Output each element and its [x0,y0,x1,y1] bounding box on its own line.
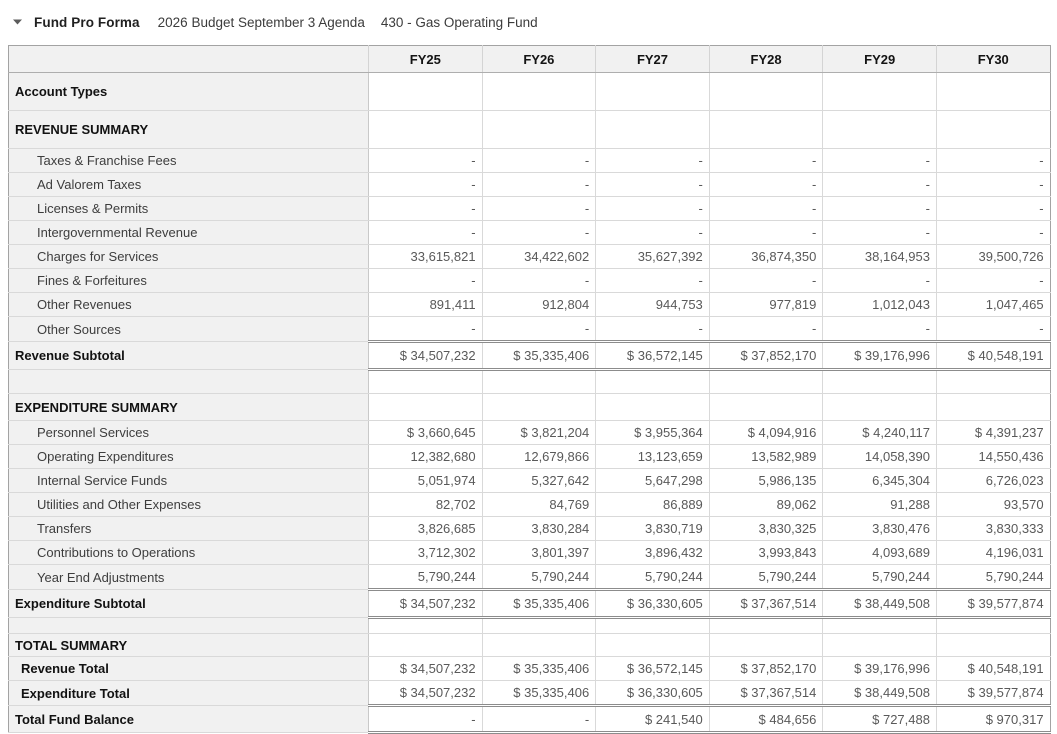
row-label: Fines & Forfeitures [9,269,369,293]
table-row [9,317,1051,342]
column-header-fy27: FY27 [596,46,710,73]
corner-cell [9,46,369,73]
value-cell: - [369,149,483,173]
value-cell: - [369,706,483,733]
value-cell: 82,702 [369,493,483,517]
value-cell [709,394,823,421]
value-cell [369,618,483,634]
row-label [9,370,369,394]
table-row [9,197,1051,221]
column-header-fy26: FY26 [482,46,596,73]
table-row [9,293,1051,317]
value-cell: $ 4,094,916 [709,421,823,445]
value-cell: $ 39,577,874 [936,681,1050,706]
table-row [9,493,1051,517]
value-cell: $ 727,488 [823,706,937,733]
value-cell: $ 37,367,514 [709,681,823,706]
table-row [9,469,1051,493]
value-cell: - [936,269,1050,293]
report-title-bar [0,0,1057,34]
value-cell: 3,896,432 [596,541,710,565]
value-cell: 5,790,244 [369,565,483,590]
value-cell [596,111,710,149]
value-cell: - [482,197,596,221]
value-cell: $ 34,507,232 [369,657,483,681]
value-cell: - [369,173,483,197]
value-cell: $ 39,176,996 [823,657,937,681]
value-cell [369,370,483,394]
value-cell [823,370,937,394]
row-label: Year End Adjustments [9,565,369,590]
value-cell [596,634,710,657]
value-cell: $ 40,548,191 [936,342,1050,370]
value-cell: 38,164,953 [823,245,937,269]
row-label: Contributions to Operations [9,541,369,565]
table-row [9,706,1051,733]
table-row [9,269,1051,293]
row-label: REVENUE SUMMARY [9,111,369,149]
value-cell: 3,830,325 [709,517,823,541]
row-label: Revenue Total [9,657,369,681]
column-header-row [9,46,1051,73]
value-cell: - [369,221,483,245]
value-cell: 3,830,333 [936,517,1050,541]
value-cell: $ 38,449,508 [823,590,937,618]
value-cell: - [709,149,823,173]
value-cell: 5,051,974 [369,469,483,493]
value-cell [596,73,710,111]
column-header-fy29: FY29 [823,46,937,73]
value-cell [596,618,710,634]
value-cell: $ 36,572,145 [596,657,710,681]
value-cell: 3,830,476 [823,517,937,541]
value-cell: 5,790,244 [709,565,823,590]
value-cell: $ 4,240,117 [823,421,937,445]
value-cell: - [596,269,710,293]
value-cell: 977,819 [709,293,823,317]
table-row [9,370,1051,394]
value-cell: - [709,173,823,197]
row-label: Total Fund Balance [9,706,369,733]
table-row [9,221,1051,245]
value-cell [936,394,1050,421]
value-cell [823,73,937,111]
value-cell [596,394,710,421]
row-label: TOTAL SUMMARY [9,634,369,657]
value-cell [936,634,1050,657]
column-header-fy30: FY30 [936,46,1050,73]
value-cell [482,394,596,421]
value-cell: $ 36,572,145 [596,342,710,370]
value-cell: 89,062 [709,493,823,517]
value-cell: 5,790,244 [936,565,1050,590]
table-row [9,445,1051,469]
value-cell [823,634,937,657]
value-cell: 1,047,465 [936,293,1050,317]
row-label: Intergovernmental Revenue [9,221,369,245]
value-cell: 34,422,602 [482,245,596,269]
value-cell: $ 40,548,191 [936,657,1050,681]
value-cell: 91,288 [823,493,937,517]
value-cell: $ 35,335,406 [482,657,596,681]
value-cell [709,634,823,657]
value-cell: 5,790,244 [823,565,937,590]
value-cell [482,618,596,634]
row-label: Account Types [9,73,369,111]
value-cell [596,370,710,394]
value-cell [823,618,937,634]
value-cell [482,111,596,149]
value-cell: - [482,173,596,197]
row-label: Internal Service Funds [9,469,369,493]
table-row [9,149,1051,173]
value-cell: - [482,269,596,293]
value-cell: $ 39,577,874 [936,590,1050,618]
value-cell: 5,986,135 [709,469,823,493]
value-cell: $ 3,955,364 [596,421,710,445]
report-title: Fund Pro Forma [34,14,140,30]
value-cell: - [936,221,1050,245]
value-cell: $ 37,852,170 [709,342,823,370]
table-row [9,565,1051,590]
table-row [9,657,1051,681]
value-cell: 1,012,043 [823,293,937,317]
value-cell [369,111,483,149]
value-cell: $ 35,335,406 [482,342,596,370]
table-row [9,618,1051,634]
budget-name: 2026 Budget September 3 Agenda [157,14,365,30]
value-cell: - [823,221,937,245]
value-cell: $ 36,330,605 [596,681,710,706]
value-cell: 86,889 [596,493,710,517]
row-label: Personnel Services [9,421,369,445]
value-cell: $ 39,176,996 [823,342,937,370]
value-cell: - [936,149,1050,173]
value-cell [709,111,823,149]
value-cell: - [596,317,710,342]
value-cell: 3,801,397 [482,541,596,565]
fund-proforma-table [8,45,1051,734]
row-label: EXPENDITURE SUMMARY [9,394,369,421]
value-cell [936,73,1050,111]
value-cell: 5,790,244 [596,565,710,590]
column-header-fy28: FY28 [709,46,823,73]
value-cell [936,618,1050,634]
value-cell: - [709,221,823,245]
value-cell: 84,769 [482,493,596,517]
value-cell: - [596,173,710,197]
value-cell: $ 38,449,508 [823,681,937,706]
value-cell: 3,826,685 [369,517,483,541]
value-cell [936,370,1050,394]
row-label: Operating Expenditures [9,445,369,469]
value-cell: - [596,197,710,221]
value-cell: - [596,221,710,245]
value-cell [709,618,823,634]
table-row [9,517,1051,541]
value-cell: - [596,149,710,173]
fund-name: 430 - Gas Operating Fund [380,14,538,30]
value-cell: - [369,197,483,221]
value-cell: - [936,197,1050,221]
value-cell: - [823,197,937,221]
row-label: Other Revenues [9,293,369,317]
value-cell: - [369,269,483,293]
value-cell: 3,830,719 [596,517,710,541]
value-cell: - [709,317,823,342]
value-cell: $ 241,540 [596,706,710,733]
value-cell: $ 484,656 [709,706,823,733]
value-cell: - [482,706,596,733]
value-cell: $ 34,507,232 [369,342,483,370]
row-label: Other Sources [9,317,369,342]
value-cell: - [823,269,937,293]
table-row [9,541,1051,565]
value-cell [823,111,937,149]
value-cell: $ 3,660,645 [369,421,483,445]
table-row [9,394,1051,421]
table-row [9,73,1051,111]
value-cell: - [369,317,483,342]
value-cell [369,394,483,421]
value-cell: - [936,317,1050,342]
value-cell: 5,790,244 [482,565,596,590]
value-cell: - [709,269,823,293]
value-cell: 4,196,031 [936,541,1050,565]
value-cell: $ 37,852,170 [709,657,823,681]
value-cell: - [482,221,596,245]
value-cell [709,370,823,394]
chevron-down-icon[interactable] [12,18,34,26]
row-label: Taxes & Franchise Fees [9,149,369,173]
value-cell: - [936,173,1050,197]
value-cell: 891,411 [369,293,483,317]
value-cell: $ 35,335,406 [482,681,596,706]
value-cell: - [482,317,596,342]
value-cell: $ 34,507,232 [369,590,483,618]
value-cell: 6,726,023 [936,469,1050,493]
value-cell [369,634,483,657]
value-cell: 5,327,642 [482,469,596,493]
row-label: Charges for Services [9,245,369,269]
value-cell: 12,679,866 [482,445,596,469]
value-cell: 3,993,843 [709,541,823,565]
value-cell: $ 970,317 [936,706,1050,733]
value-cell: 3,712,302 [369,541,483,565]
value-cell [709,73,823,111]
value-cell: 6,345,304 [823,469,937,493]
value-cell: $ 35,335,406 [482,590,596,618]
value-cell [823,394,937,421]
value-cell: 39,500,726 [936,245,1050,269]
column-header-fy25: FY25 [369,46,483,73]
table-row [9,421,1051,445]
row-label: Expenditure Subtotal [9,590,369,618]
value-cell: $ 36,330,605 [596,590,710,618]
row-label [9,618,369,634]
row-label: Transfers [9,517,369,541]
value-cell: - [823,317,937,342]
value-cell: 33,615,821 [369,245,483,269]
value-cell: 3,830,284 [482,517,596,541]
value-cell: $ 34,507,232 [369,681,483,706]
value-cell: 5,647,298 [596,469,710,493]
table-row [9,342,1051,370]
value-cell: - [823,149,937,173]
value-cell: 35,627,392 [596,245,710,269]
value-cell: $ 37,367,514 [709,590,823,618]
value-cell: 14,550,436 [936,445,1050,469]
row-label: Revenue Subtotal [9,342,369,370]
row-label: Licenses & Permits [9,197,369,221]
table-row [9,245,1051,269]
row-label: Expenditure Total [9,681,369,706]
value-cell: 12,382,680 [369,445,483,469]
value-cell: 912,804 [482,293,596,317]
value-cell [936,111,1050,149]
row-label: Ad Valorem Taxes [9,173,369,197]
value-cell: - [482,149,596,173]
value-cell: 93,570 [936,493,1050,517]
value-cell: $ 4,391,237 [936,421,1050,445]
value-cell: 13,123,659 [596,445,710,469]
value-cell [482,634,596,657]
table-row [9,111,1051,149]
value-cell [369,73,483,111]
value-cell: 4,093,689 [823,541,937,565]
value-cell: 36,874,350 [709,245,823,269]
value-cell: 14,058,390 [823,445,937,469]
value-cell: - [709,197,823,221]
table-row [9,590,1051,618]
value-cell: 944,753 [596,293,710,317]
proforma-table-container [8,45,1057,734]
value-cell: $ 3,821,204 [482,421,596,445]
table-row [9,173,1051,197]
table-row [9,634,1051,657]
value-cell [482,370,596,394]
row-label: Utilities and Other Expenses [9,493,369,517]
value-cell: - [823,173,937,197]
value-cell [482,73,596,111]
value-cell: 13,582,989 [709,445,823,469]
